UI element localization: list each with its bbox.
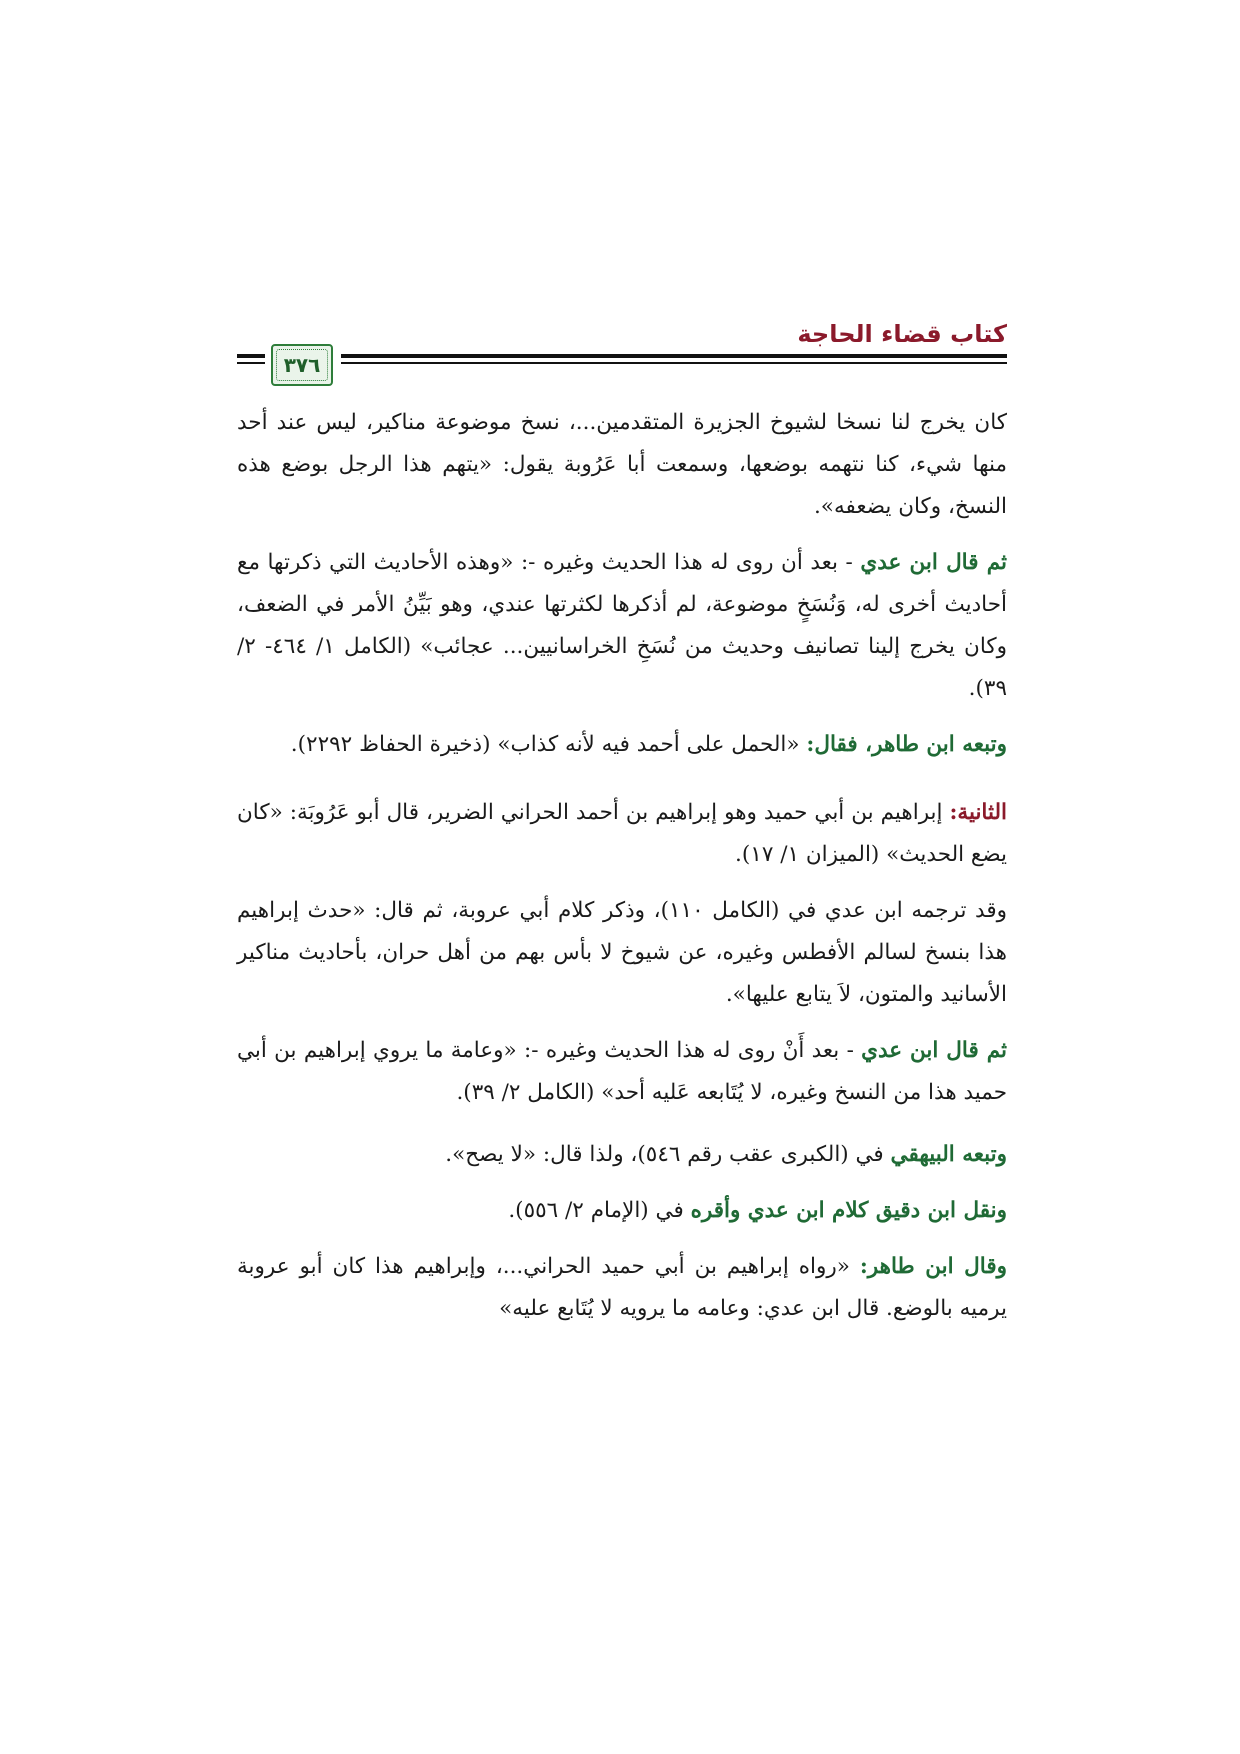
- paragraph-lead: ونقل ابن دقيق كلام ابن عدي وأقره: [690, 1198, 1007, 1223]
- page-number-badge: [271, 344, 333, 386]
- paragraph-text: - بعد أن روى له هذا الحديث وغيره -: «وهذه الأحاديث التي ذكرتها مع أحاديث أخرى له، وَنُسَخٍ موضوعة، لم أذكرها لكثرتها عندي، وهو بَيِّنُ الأمر في الضعف، وكان يخرج إلينا تصانيف وحديث من نُسَخِ الخراسانيين... عجائب» (الكامل ١/ ٤٦٤- ٢/ ٣٩).: [237, 550, 1007, 701]
- page-header: [237, 300, 1007, 392]
- book-page: [237, 300, 1007, 1600]
- paragraph-lead: وتبعه ابن طاهر، فقال:: [806, 732, 1007, 757]
- book-title: كتاب قضاء الحاجة: [797, 320, 1007, 348]
- header-rule: [341, 354, 1007, 366]
- paragraph-text: «الحمل على أحمد فيه لأنه كذاب» (ذخيرة الحفاظ ٢٢٩٢).: [290, 732, 807, 757]
- paragraph-text: في (الإمام ٢/ ٥٥٦).: [508, 1198, 691, 1223]
- paragraph-lead: ثم قال ابن عدي: [860, 550, 1008, 575]
- paragraph-text: في (الكبرى عقب رقم ٥٤٦)، ولذا قال: «لا يصح».: [445, 1142, 891, 1167]
- page-content: [237, 402, 1007, 1344]
- paragraph-lead: وتبعه البيهقي: [890, 1142, 1007, 1167]
- paragraph-text: كان يخرج لنا نسخا لشيوخ الجزيرة المتقدمين...، نسخ موضوعة مناكير، ليس عند أحد منها شيء، كنا نتهمه بوضعها، وسمعت أبا عَرُوبة يقول: «يتهم هذا الرجل بوضع هذه النسخ، وكان يضعفه».: [237, 410, 1007, 519]
- paragraph-8: [237, 1190, 1007, 1232]
- paragraph-1: [237, 402, 1007, 528]
- paragraph-5: [237, 890, 1007, 1016]
- paragraph-lead: وقال ابن طاهر:: [859, 1254, 1007, 1279]
- paragraph-6: [237, 1030, 1007, 1114]
- paragraph-3: [237, 724, 1007, 766]
- header-rule-left: [237, 354, 265, 366]
- paragraph-lead: ثم قال ابن عدي: [861, 1038, 1007, 1063]
- page-number: ٣٧٦: [283, 353, 321, 377]
- paragraph-9: [237, 1246, 1007, 1330]
- paragraph-text: إبراهيم بن أبي حميد وهو إبراهيم بن أحمد الحراني الضرير، قال أبو عَرُوبَة: «كان يضع الحديث» (الميزان ١/ ١٧).: [237, 800, 1007, 867]
- paragraph-text: «رواه إبراهيم بن أبي حميد الحراني...، وإبراهيم هذا كان أبو عروبة يرميه بالوضع. قال ابن عدي: وعامه ما يرويه لا يُتَابع عليه»: [237, 1254, 1007, 1321]
- paragraph-4: [237, 792, 1007, 876]
- paragraph-text: - بعد أَنْ روى له هذا الحديث وغيره -: «وعامة ما يروي إبراهيم بن أبي حميد هذا من النسخ وغيره، لا يُتَابعه عَليه أحد» (الكامل ٢/ ٣٩).: [237, 1038, 1007, 1105]
- paragraph-2: [237, 542, 1007, 710]
- paragraph-lead: الثانية:: [949, 800, 1007, 825]
- paragraph-text: وقد ترجمه ابن عدي في (الكامل ١١٠)، وذكر كلام أبي عروبة، ثم قال: «حدث إبراهيم هذا بنسخ لسالم الأفطس وغيره، عن شيوخ لا بأس بهم من أهل حران، بأحاديث مناكير الأسانيد والمتون، لاَ يتابع عليها».: [237, 898, 1008, 1007]
- paragraph-7: [237, 1134, 1007, 1176]
